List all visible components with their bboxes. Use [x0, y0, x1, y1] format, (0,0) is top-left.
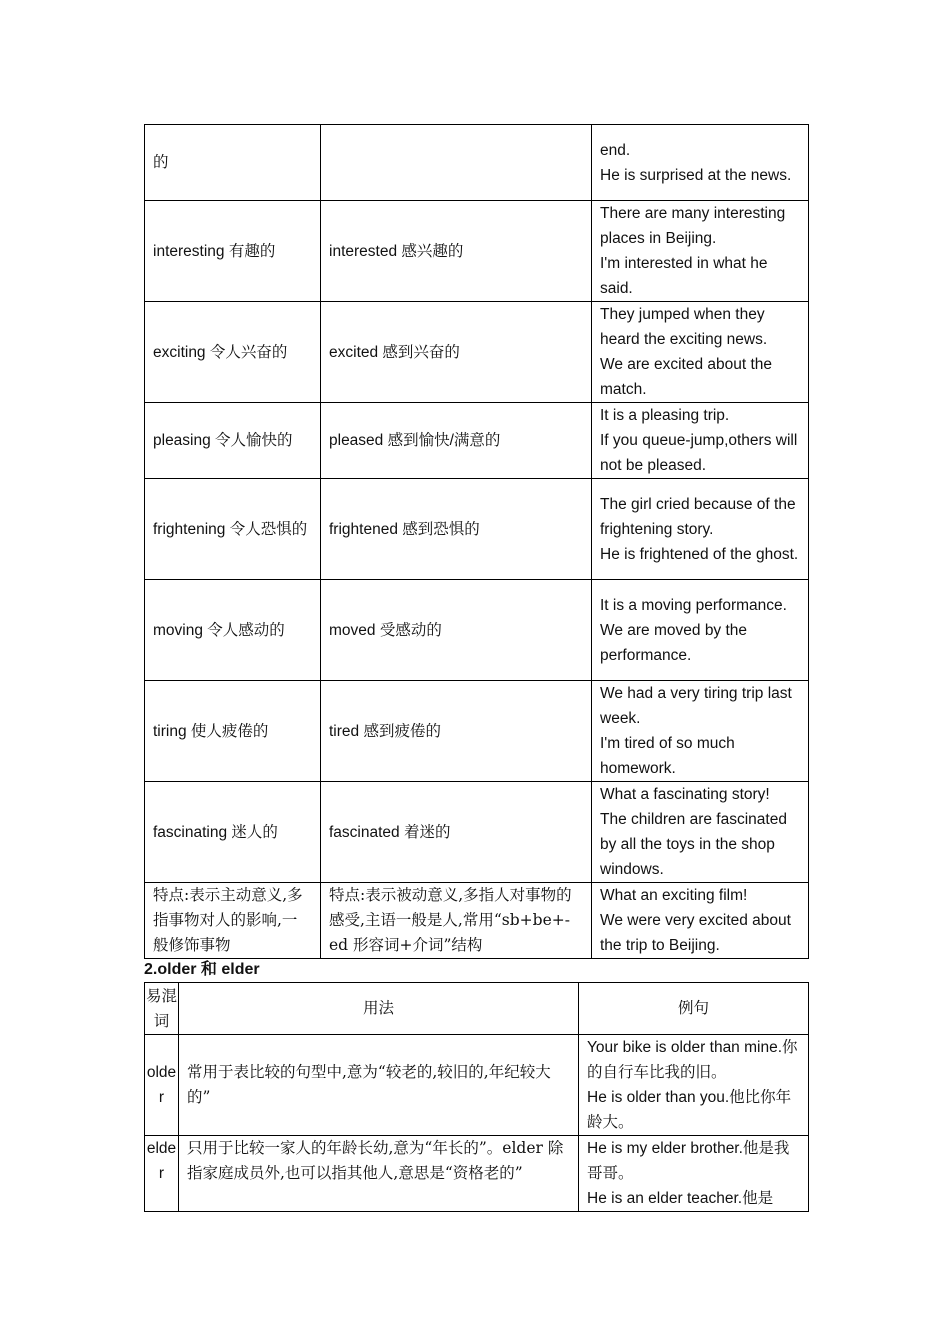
ed-feature-cell: 特点:表示被动意义,多指人对事物的感受,主语一般是人,常用“sb+be+-ed 形容词+介词”结构	[321, 883, 592, 959]
example-cell	[592, 201, 809, 302]
word-cell: elder	[145, 1136, 179, 1212]
ed-adjective-cell: pleased 感到愉快/满意的	[321, 403, 592, 479]
example-sentence: We are excited about the match.	[600, 356, 773, 398]
example-sentence: He is my elder brother.他是我哥哥。	[587, 1140, 790, 1182]
table-row	[145, 403, 809, 479]
table-row	[145, 883, 809, 959]
example-cell	[592, 479, 809, 580]
example-sentence: He is frightened of the ghost.	[600, 545, 799, 563]
example-cell	[592, 681, 809, 782]
column-header-word: 易混词	[145, 983, 179, 1035]
example-cell	[592, 883, 809, 959]
example-cell	[592, 302, 809, 403]
table-row	[145, 201, 809, 302]
example-sentence: It is a pleasing trip.	[600, 407, 730, 424]
example-sentence: There are many interesting places in Beijing.	[600, 205, 786, 247]
example-sentence: Your bike is older than mine.你的自行车比我的旧。	[587, 1039, 798, 1081]
example-sentence: I'm interested in what he said.	[600, 255, 768, 297]
ing-feature-cell: 特点:表示主动意义,多指事物对人的影响,一般修饰事物	[145, 883, 321, 959]
ing-adjective-cell: pleasing 令人愉快的	[145, 403, 321, 479]
ing-adjective-cell: tiring 使人疲倦的	[145, 681, 321, 782]
example-cell	[579, 1035, 809, 1136]
table-row	[145, 1035, 809, 1136]
example-sentence: He is surprised at the news.	[600, 166, 792, 184]
table-row	[145, 782, 809, 883]
table-row	[145, 125, 809, 201]
ing-adjective-cell: fascinating 迷人的	[145, 782, 321, 883]
example-cell	[579, 1136, 809, 1212]
example-sentence: It is a moving performance.	[600, 596, 787, 614]
column-header-usage: 用法	[179, 983, 579, 1035]
ing-adjective-cell: moving 令人感动的	[145, 580, 321, 681]
example-sentence: I'm tired of so much homework.	[600, 735, 735, 777]
table-header-row	[145, 983, 809, 1035]
table-row	[145, 479, 809, 580]
ing-adjective-cell: frightening 令人恐惧的	[145, 479, 321, 580]
ing-adjective-cell: interesting 有趣的	[145, 201, 321, 302]
example-sentence: If you queue-jump,others will not be pleased.	[600, 432, 798, 474]
example-sentence: He is older than you.他比你年龄大。	[587, 1089, 792, 1131]
ed-adjective-cell: frightened 感到恐惧的	[321, 479, 592, 580]
column-header-example: 例句	[579, 983, 809, 1035]
example-sentence: The children are fascinated by all the toys in the shop windows.	[600, 811, 787, 878]
example-sentence: We were very excited about the trip to Beijing.	[600, 912, 791, 954]
table-row	[145, 580, 809, 681]
example-sentence: What a fascinating story!	[600, 786, 770, 803]
comparison-table-ing-ed	[144, 124, 809, 959]
comparison-table-older-elder	[144, 982, 809, 1212]
ing-adjective-cell: 的	[145, 125, 321, 201]
usage-cell: 只用于比较一家人的年龄长幼,意为“年长的”。elder 除指家庭成员外,也可以指其他人,意思是“资格老的”	[179, 1136, 579, 1212]
ed-adjective-cell: tired 感到疲倦的	[321, 681, 592, 782]
table-row	[145, 681, 809, 782]
example-cell	[592, 782, 809, 883]
example-sentence: The girl cried because of the frightening story.	[600, 495, 796, 538]
table-row	[145, 1136, 809, 1212]
ing-adjective-cell: exciting 令人兴奋的	[145, 302, 321, 403]
usage-cell: 常用于表比较的句型中,意为“较老的,较旧的,年纪较大的”	[179, 1035, 579, 1136]
ed-adjective-cell: moved 受感动的	[321, 580, 592, 681]
ed-adjective-cell: interested 感兴趣的	[321, 201, 592, 302]
table-row	[145, 302, 809, 403]
word-cell: older	[145, 1035, 179, 1136]
example-sentence: He is an elder teacher.他是	[587, 1190, 774, 1207]
ed-adjective-cell: fascinated 着迷的	[321, 782, 592, 883]
example-cell	[592, 125, 809, 201]
example-sentence: We had a very tiring trip last week.	[600, 685, 792, 727]
example-cell	[592, 403, 809, 479]
ed-adjective-cell: excited 感到兴奋的	[321, 302, 592, 403]
section-heading: 2.older 和 elder	[144, 961, 260, 978]
ed-adjective-cell	[321, 125, 592, 201]
example-sentence: end.	[600, 141, 631, 159]
example-cell	[592, 580, 809, 681]
example-sentence: What an exciting film!	[600, 887, 748, 904]
example-sentence: They jumped when they heard the exciting news.	[600, 306, 768, 348]
example-sentence: We are moved by the performance.	[600, 621, 748, 664]
